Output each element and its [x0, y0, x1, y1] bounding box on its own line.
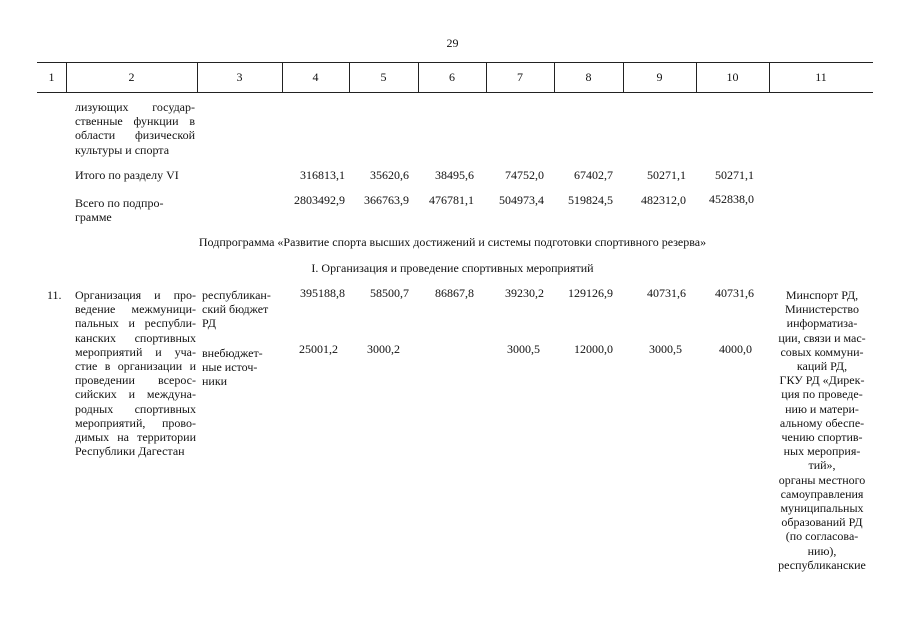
vsego-value: 519824,5 [568, 193, 613, 207]
text-line: нию и матери- [785, 401, 859, 416]
vsego-value: 366763,9 [364, 193, 409, 207]
text-line: мероприятий и уча- [75, 344, 196, 359]
extrabudget-value: 4000,0 [719, 342, 752, 356]
text-line: сийских и междуна- [75, 387, 196, 402]
text-line: самоуправления [780, 486, 864, 501]
column-header: 2 [128, 70, 135, 84]
itogo-value: 38495,6 [435, 168, 474, 182]
text-line: Республики Дагестан [75, 444, 185, 459]
text-line: ведение межмуници- [75, 302, 196, 317]
measure-name [75, 288, 196, 458]
text-line: грамме [75, 210, 112, 225]
budget-value: 129126,9 [568, 286, 613, 300]
text-line: ных мероприя- [783, 444, 861, 459]
itogo-value: 50271,1 [715, 168, 754, 182]
text-line: пальных и республи- [75, 316, 196, 331]
text-line: республикан- [202, 288, 271, 302]
text-line: муниципальных [780, 501, 864, 516]
column-header: 9 [656, 70, 663, 84]
text-line: Организация и про- [75, 288, 196, 302]
budget-value: 86867,8 [435, 286, 474, 300]
text-line: нию), [807, 543, 837, 558]
text-line: ные источ- [202, 360, 258, 375]
extrabudget-value: 25001,2 [299, 342, 338, 356]
text-line: Министерство [785, 302, 859, 317]
itogo-value: 67402,7 [574, 168, 613, 182]
budget-value: 395188,8 [300, 286, 345, 300]
vsego-value: 2803492,9 [294, 193, 345, 207]
column-header: 5 [380, 70, 387, 84]
text-line: ГКУ РД «Дирек- [779, 373, 865, 388]
itogo-label: Итого по разделу VI [75, 168, 179, 182]
vsego-label [75, 196, 163, 224]
text-line: родных спортивных [75, 401, 196, 416]
continued-text-block [75, 100, 195, 157]
itogo-value: 50271,1 [647, 168, 686, 182]
vsego-value: 482312,0 [641, 193, 686, 207]
extrabudget-value: 3000,2 [367, 342, 400, 356]
text-line: тий», [808, 458, 836, 473]
text-line: республиканские [778, 557, 866, 572]
itogo-value: 316813,1 [300, 168, 345, 182]
vsego-value: 452838,0 [709, 192, 754, 206]
text-line: информатиза- [786, 316, 858, 331]
text-line: канских спортивных [75, 330, 196, 345]
text-line: органы местного [778, 472, 866, 487]
text-line: каций РД, [796, 359, 848, 374]
column-header: 1 [48, 70, 55, 84]
itogo-value: 74752,0 [505, 168, 544, 182]
section-title: I. Организация и проведение спортивных мероприятий [311, 261, 594, 275]
extrabudget-value: 3000,5 [507, 342, 540, 356]
text-line: культуры и спорта [75, 142, 170, 157]
column-header: 11 [815, 70, 827, 84]
text-line: РД [202, 316, 216, 331]
header-bottom-border [37, 92, 873, 93]
text-line: мероприятий, прово- [75, 415, 196, 430]
text-line: лизующих государ- [75, 100, 195, 114]
text-line: области физической [75, 128, 195, 143]
budget-value: 58500,7 [370, 286, 409, 300]
text-line: совых коммуни- [780, 344, 864, 359]
text-line: Минспорт РД, [785, 288, 859, 302]
text-line: (по согласова- [785, 529, 859, 544]
text-line: альному обеспе- [779, 415, 865, 430]
text-line: Всего по подпро- [75, 196, 164, 210]
executors [774, 288, 870, 572]
text-line: проведении всерос- [75, 373, 196, 388]
column-header: 3 [236, 70, 243, 84]
budget-value: 39230,2 [505, 286, 544, 300]
text-line: стие в организации и [75, 359, 196, 374]
text-line: ция по проведе- [781, 387, 863, 402]
budget-value: 40731,6 [647, 286, 686, 300]
text-line: ции, связи и мас- [778, 330, 866, 345]
text-line: чению спортив- [781, 430, 863, 445]
column-header: 7 [517, 70, 523, 84]
row-number: 11. [47, 288, 62, 302]
text-line: ники [202, 374, 228, 389]
column-header: 8 [585, 70, 592, 84]
text-line: ский бюджет [202, 302, 269, 317]
page-number: 29 [446, 36, 459, 50]
vsego-value: 504973,4 [499, 193, 544, 207]
extrabudget-value: 3000,5 [649, 342, 682, 356]
header-top-border [37, 62, 873, 63]
column-header: 4 [312, 70, 319, 84]
column-header: 6 [449, 70, 455, 84]
column-header: 10 [726, 70, 739, 84]
text-line: образований РД [781, 515, 863, 530]
funding-source-budget [202, 288, 271, 331]
subprogram-title: Подпрограмма «Развитие спорта высших достижений и системы подготовки спортивного резерва» [198, 235, 707, 249]
vsego-value: 476781,1 [429, 193, 474, 207]
budget-value: 40731,6 [715, 286, 754, 300]
funding-source-extrabudget [202, 346, 263, 389]
text-line: ственные функции в [75, 114, 195, 129]
text-line: внебюджет- [202, 346, 263, 360]
itogo-value: 35620,6 [370, 168, 409, 182]
text-line: димых на территории [75, 430, 196, 445]
extrabudget-value: 12000,0 [574, 342, 613, 356]
